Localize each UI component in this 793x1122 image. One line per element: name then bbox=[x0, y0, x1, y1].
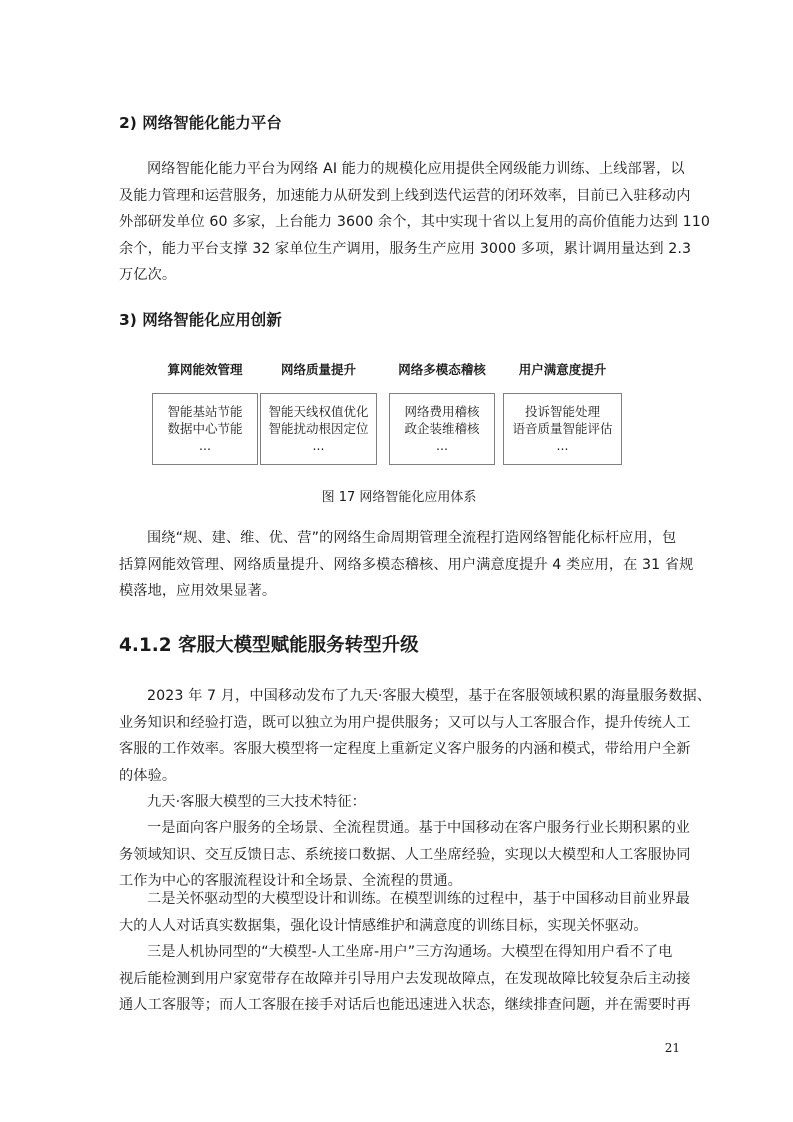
diagram-box bbox=[389, 393, 495, 465]
diagram-box bbox=[152, 393, 258, 465]
diagram-item: ... bbox=[556, 438, 569, 453]
text-line: 网络智能化能力平台为网络 AI 能力的规模化应用提供全网级能力训练、上线部署，以 bbox=[147, 161, 685, 177]
diagram-column-title: 用户满意度提升 bbox=[518, 362, 607, 377]
diagram-box bbox=[260, 393, 377, 465]
paragraph-application-summary bbox=[119, 525, 694, 605]
text-line: 工作为中心的客服流程设计和全场景、全流程的贯通。 bbox=[119, 873, 462, 889]
diagram-item: 网络费用稽核 bbox=[404, 404, 480, 419]
text-line: 二是关怀驱动型的大模型设计和训练。在模型训练的过程中，基于中国移动目前业界最 bbox=[147, 891, 690, 907]
diagram-column-title: 网络多模态稽核 bbox=[398, 362, 486, 377]
paragraph-feature-three bbox=[119, 939, 691, 1019]
diagram-item: 数据中心节能 bbox=[167, 421, 243, 436]
diagram-item: ... bbox=[312, 438, 325, 453]
section-heading-capability-platform: 2) 网络智能化能力平台 bbox=[119, 114, 282, 132]
text-line: 一是面向客户服务的全场景、全流程贯通。基于中国移动在客户服务行业长期积累的业 bbox=[147, 820, 690, 836]
diagram-item: 智能扰动根因定位 bbox=[268, 421, 369, 436]
diagram-column-audit bbox=[389, 360, 495, 465]
diagram-item: 智能天线权值优化 bbox=[268, 404, 369, 419]
section-heading-customer-service-model: 4.1.2 客服大模型赋能服务转型升级 bbox=[119, 635, 419, 656]
diagram-column-satisfaction bbox=[503, 360, 622, 465]
text-line: 九天·客服大模型的三大技术特征： bbox=[147, 794, 366, 810]
figure-caption: 图 17 网络智能化应用体系 bbox=[321, 490, 477, 505]
application-system-diagram bbox=[119, 360, 679, 470]
paragraph-feature-two bbox=[119, 886, 690, 939]
text-line: 模落地，应用效果显著。 bbox=[119, 583, 277, 599]
diagram-box bbox=[503, 393, 622, 465]
diagram-item: ... bbox=[436, 438, 448, 453]
text-line: 务领域知识、交互反馈日志、系统接口数据、人工坐席经验，实现以大模型和人工客服协同 bbox=[119, 846, 691, 863]
text-line: 大的人人对话真实数据集，强化设计情感维护和满意度的训练目标，实现关怀驱动。 bbox=[119, 917, 648, 934]
text-line: 业务知识和经验打造，既可以独立为用户提供服务；又可以与人工客服合作，提升传统人工 bbox=[119, 714, 691, 731]
diagram-item: 语音质量智能评估 bbox=[512, 421, 613, 436]
diagram-item: 智能基站节能 bbox=[167, 404, 243, 419]
text-line: 外部研发单位 60 多家，上台能力 3600 余个，其中实现十省以上复用的高价值能力达到 110 bbox=[119, 214, 710, 230]
text-line: 围绕“规、建、维、优、营”的网络生命周期管理全流程打造网络智能化标杆应用，包 bbox=[147, 530, 677, 546]
text-line: 及能力管理和运营服务，加速能力从研发到上线到迭代运营的闭环效率，目前已入驻移动内 bbox=[119, 187, 691, 204]
diagram-item: 投诉智能处理 bbox=[524, 404, 600, 419]
text-line: 客服的工作效率。客服大模型将一定程度上重新定义客户服务的内涵和模式，带给用户全新 bbox=[119, 741, 691, 757]
diagram-column-title: 网络质量提升 bbox=[280, 362, 356, 377]
diagram-item: ... bbox=[199, 438, 211, 453]
paragraph-customer-service-intro bbox=[119, 683, 712, 789]
diagram-item: 政企装维稽核 bbox=[404, 421, 480, 436]
page-number: 21 bbox=[664, 1041, 680, 1055]
paragraph-feature-one bbox=[119, 815, 691, 895]
text-line: 视后能检测到用户家宽带存在故障并引导用户去发现故障点，在发现故障比较复杂后主动接 bbox=[119, 970, 691, 987]
paragraph-three-features-intro bbox=[119, 789, 679, 816]
paragraph-capability-platform bbox=[119, 156, 710, 289]
diagram-column-energy bbox=[152, 360, 258, 465]
text-line: 的体验。 bbox=[119, 767, 177, 784]
text-line: 通人工客服等；而人工客服在接手对话后也能迅速进入状态，继续排查问题，并在需要时再 bbox=[119, 997, 691, 1013]
text-line: 万亿次。 bbox=[119, 267, 177, 283]
text-line: 括算网能效管理、网络质量提升、网络多模态稽核、用户满意度提升 4 类应用，在 31 省规 bbox=[119, 556, 694, 573]
section-heading-application-innovation: 3) 网络智能化应用创新 bbox=[119, 311, 282, 329]
diagram-column-title: 算网能效管理 bbox=[167, 362, 243, 377]
diagram-column-quality bbox=[260, 360, 377, 465]
text-line: 三是人机协同型的“大模型-人工坐席-用户”三方沟通场。大模型在得知用户看不了电 bbox=[147, 944, 673, 960]
text-line: 余个，能力平台支撑 32 家单位生产调用，服务生产应用 3000 多项，累计调用量达到 2.3 bbox=[119, 240, 692, 257]
text-line: 2023 年 7 月，中国移动发布了九天·客服大模型，基于在客服领域积累的海量服务数据、 bbox=[147, 688, 712, 704]
